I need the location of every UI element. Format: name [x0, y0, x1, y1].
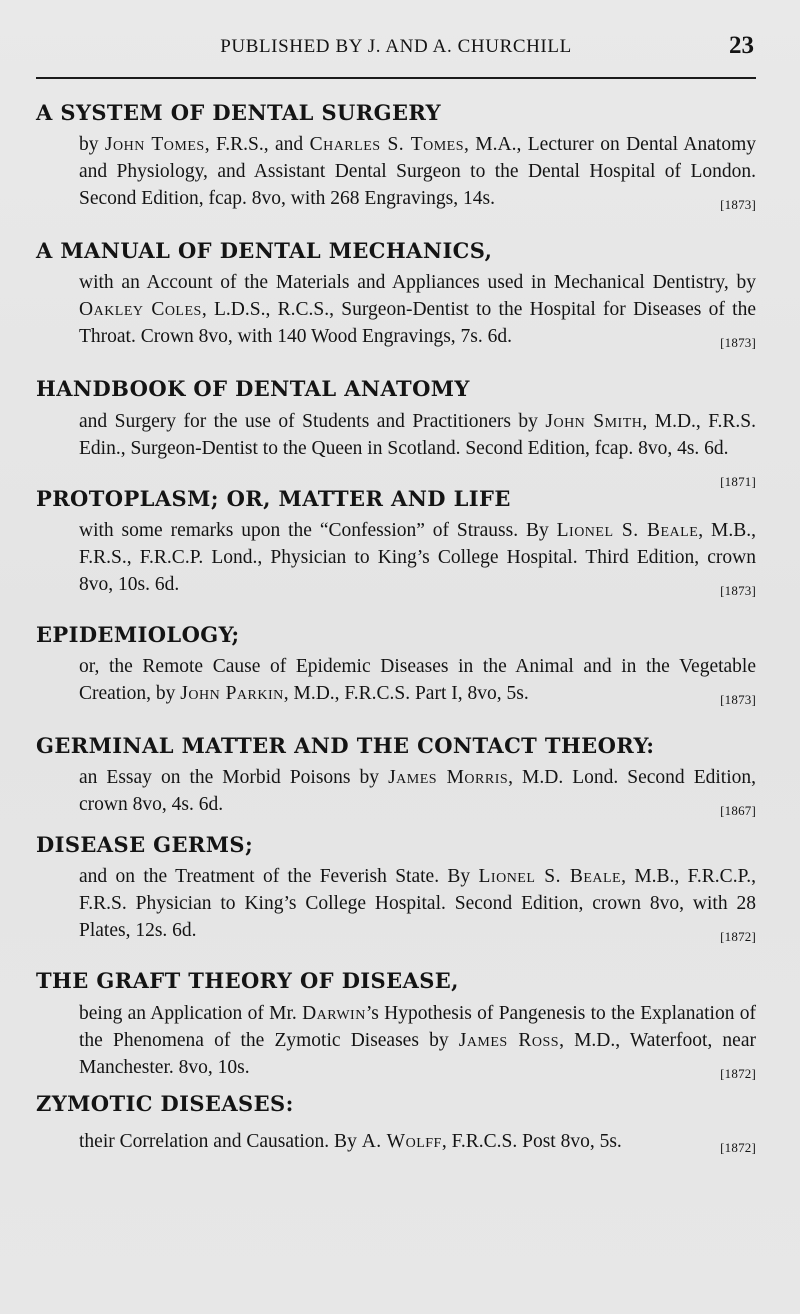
entry-description [79, 653, 756, 707]
entry-text: their Correlation and Causation. By [79, 1130, 362, 1152]
running-head [36, 30, 756, 70]
entry-description [79, 131, 756, 212]
author-name: James Ross [458, 1029, 560, 1051]
entry-text: ’s Hypothesis of Pangenesis to the Explanation of the Phenomena of the Zymotic Diseases by [79, 1002, 756, 1051]
publication-year: [1871] [720, 473, 756, 489]
publication-year: [1872] [720, 1139, 756, 1155]
publication-year: [1872] [720, 1065, 756, 1081]
catalogue-entries [36, 100, 756, 1161]
entry-text: , M.D., F.R.S. Edin., Surgeon-Dentist to the Queen in Scotland. Second Edition, fcap. 8vo, 4s. 6d. [79, 410, 756, 459]
author-name: Charles S. Tomes [309, 134, 465, 156]
catalogue-entry [36, 1091, 756, 1155]
publication-year: [1873] [720, 582, 756, 598]
entry-text: , F.R.S., and [204, 134, 310, 156]
entry-text: and Surgery for the use of Students and Practitioners by [79, 410, 546, 432]
entry-text: , M.D. Lond. Second Edition, crown 8vo, 4s. 6d. [79, 767, 756, 816]
header-rule [36, 77, 756, 79]
entry-text: and on the Treatment of the Feverish State. By [79, 866, 479, 888]
author-name: A. Wolff [361, 1130, 442, 1152]
entry-text: , M.D., F.R.C.S. Part I, 8vo, 5s. [283, 682, 529, 704]
entry-text: an Essay on the Morbid Poisons by [79, 767, 389, 789]
entry-text: , M.B., F.R.C.P., F.R.S. Physician to King’s College Hospital. Second Edition, crown 8vo, with 28 Plates, 12s. 6d. [79, 866, 756, 942]
publication-year: [1873] [720, 335, 756, 351]
entry-description [79, 863, 756, 944]
publication-year: [1867] [720, 803, 756, 819]
entry-title: A SYSTEM OF DENTAL SURGERY [36, 100, 441, 125]
entry-title: THE GRAFT THEORY OF DISEASE, [36, 968, 459, 994]
catalogue-entry [36, 968, 756, 1080]
author-name: James Morris [388, 767, 509, 789]
author-name: Darwin [302, 1002, 366, 1024]
entry-description [79, 408, 756, 489]
entry-text: , M.D., Waterfoot, near Manchester. 8vo, 10s. [79, 1029, 756, 1078]
entry-title: DISEASE GERMS; [36, 832, 254, 858]
entry-text: , L.D.S., R.C.S., Surgeon-Dentist to the Hospital for Diseases of the Throat. Crown 8vo, with 140 Wood Engravings, 7s. 6d. [79, 299, 756, 348]
catalogue-entry [36, 100, 756, 212]
catalogue-entry [36, 238, 756, 350]
author-name: Lionel S. Beale [478, 866, 622, 888]
catalogue-entry [36, 622, 756, 707]
entry-text: , F.R.C.S. Post 8vo, 5s. [441, 1130, 622, 1152]
publication-year: [1872] [720, 929, 756, 945]
entry-text: being an Application of Mr. [79, 1002, 303, 1024]
author-name: John Tomes [104, 134, 205, 156]
entry-text: with an Account of the Materials and Appliances used in Mechanical Dentistry, by [79, 272, 756, 294]
page-number: 23 [729, 32, 754, 59]
entry-text: by [79, 134, 105, 156]
entry-text: or, the Remote Cause of Epidemic Diseases in the Animal and in the Vegetable Creation, by [79, 655, 756, 704]
entry-description [79, 269, 756, 350]
entry-title: HANDBOOK OF DENTAL ANATOMY [36, 376, 470, 402]
catalogue-entry [36, 733, 756, 818]
entry-title: A MANUAL OF DENTAL MECHANICS, [36, 238, 493, 264]
publication-year: [1873] [720, 197, 756, 213]
running-head-title: PUBLISHED BY J. AND A. CHURCHILL [220, 36, 572, 57]
entry-text: , M.A., Lecturer on Dental Anatomy and Physiology, and Assistant Dental Surgeon to the Dental Hospital of London. Second Edition, fcap. 8vo, with 268 Engravings, 14s. [79, 134, 756, 210]
catalogue-entry [36, 832, 756, 944]
entry-title: GERMINAL MATTER AND THE CONTACT THEORY: [36, 732, 655, 758]
publication-year: [1873] [720, 691, 756, 707]
author-name: John Parkin [180, 682, 284, 704]
entry-title: PROTOPLASM; OR, MATTER AND LIFE [36, 485, 511, 511]
catalogue-entry [36, 376, 756, 489]
entry-text: , M.B., F.R.S., F.R.C.P. Lond., Physician to King’s College Hospital. Third Edition, crown 8vo, 10s. 6d. [79, 519, 757, 595]
author-name: Lionel S. Beale [556, 519, 699, 541]
entry-description [79, 764, 756, 818]
entry-title: EPIDEMIOLOGY; [36, 621, 240, 647]
entry-text: with some remarks upon the “Confession” of Strauss. By [79, 519, 557, 541]
author-name: John Smith [545, 410, 643, 432]
entry-title: ZYMOTIC DISEASES: [36, 1090, 294, 1116]
entry-description [79, 517, 756, 598]
entry-description [79, 1000, 756, 1081]
entry-description [79, 1128, 756, 1155]
author-name: Oakley Coles [79, 299, 202, 321]
catalogue-entry [36, 486, 756, 598]
